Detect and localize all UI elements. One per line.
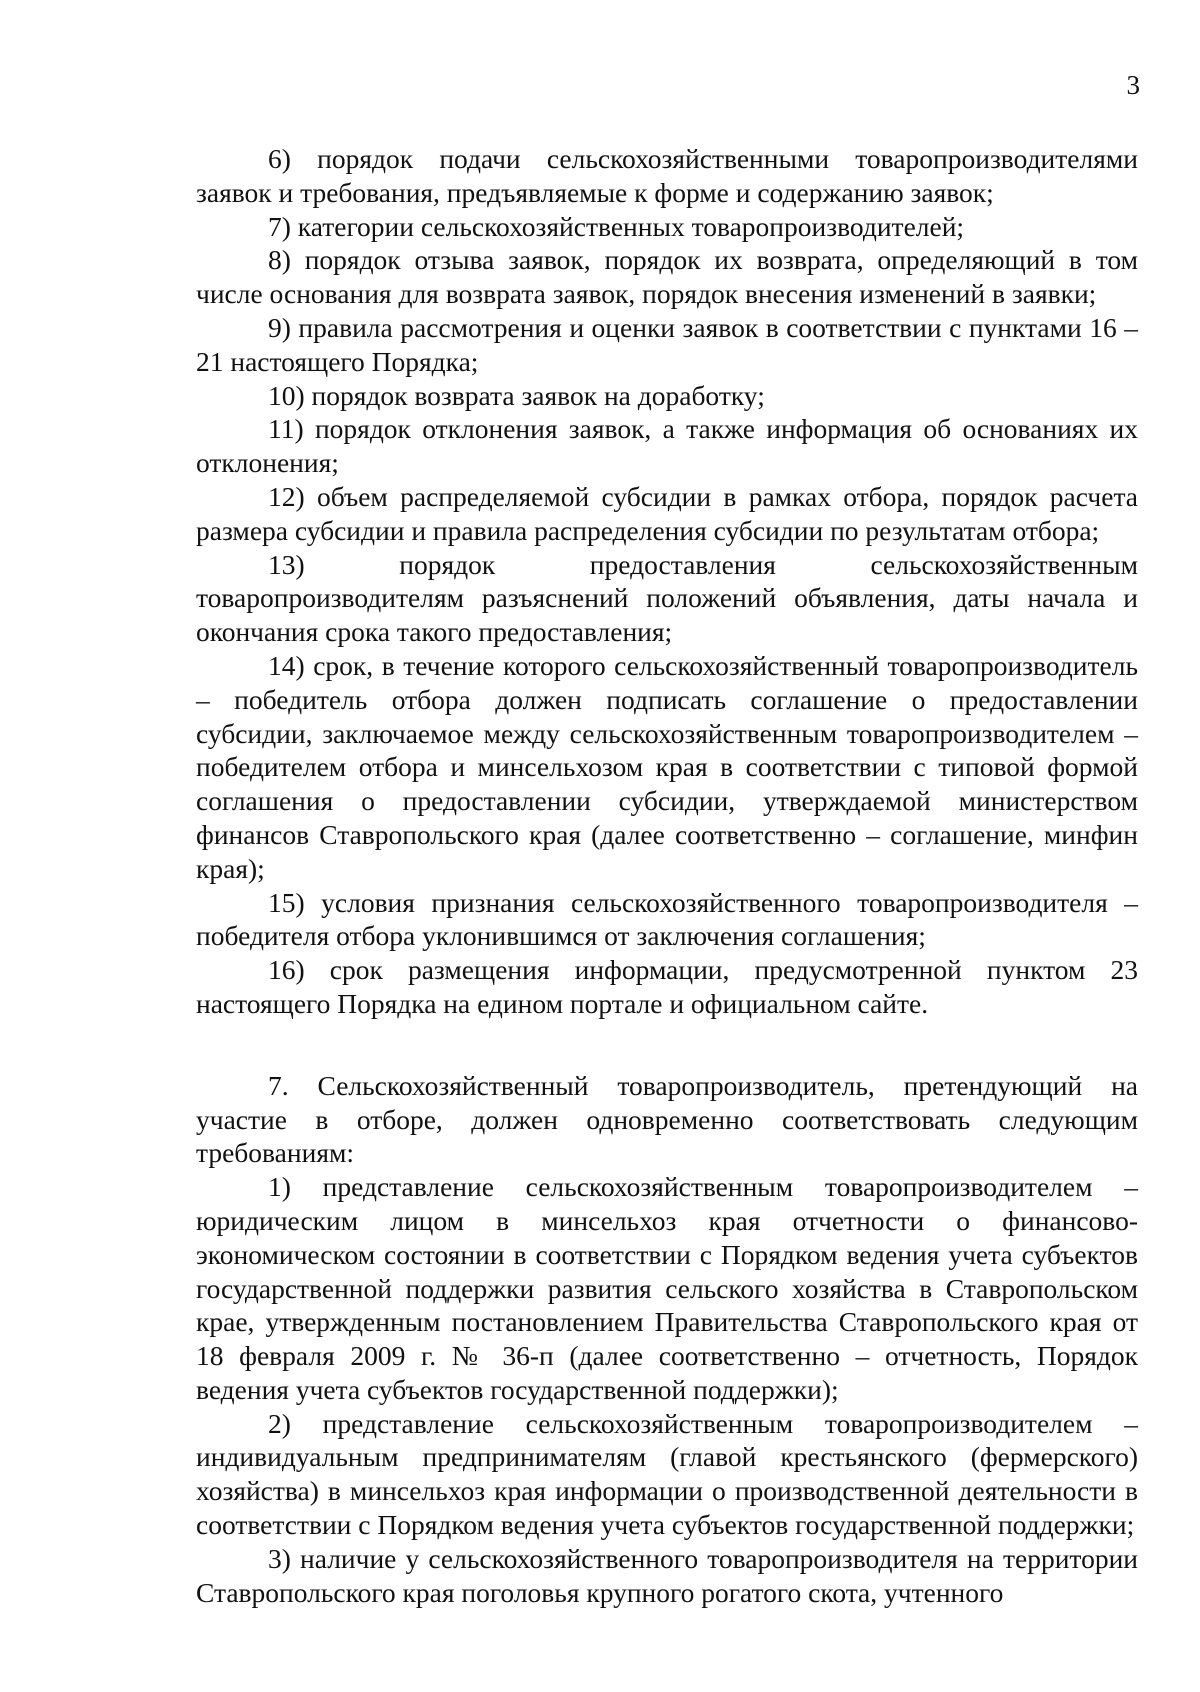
list-item-12: 12) объем распределяемой субсидии в рамках отбора, порядок расчета размера субсидии и правила распределения субсидии по результатам отбора; bbox=[196, 480, 1138, 546]
section-7-paragraph: 7. Сельскохозяйственный товаропроизводитель, претендующий на участие в отборе, должен одновременно соответствовать следующим требованиям: bbox=[196, 1069, 1138, 1169]
list-item-10: 10) порядок возврата заявок на доработку; bbox=[268, 379, 765, 411]
list-item-16: 16) срок размещения информации, предусмотренной пунктом 23 настоящего Порядка на едином портале и официальном сайте. bbox=[196, 954, 1138, 1019]
list-item-11: 11) порядок отклонения заявок, а также информация об основаниях их отклонения; bbox=[196, 413, 1138, 479]
requirement-item-2: 2) представление сельскохозяйственным товаропроизводителем – индивидуальным предпринимателям (главой крестьянского (фермерского) хозяйства) в минсельхоз края информации о производственной деятельности в соответствии с Порядком ведения учета субъектов государственной поддержки; bbox=[196, 1407, 1138, 1541]
list-item-14: 14) срок, в течение которого сельскохозяйственный товаропроизводитель – победитель отбора должен подписать соглашение о предоставлении субсидии, заключаемое между сельскохозяйственным товаропроизводителем – победителем отбора и минсельхозом края в соответствии с типовой формой соглашения о предоставлении субсидии, утверждаемой министерством финансов Ставропольского края (далее соответственно – соглашение, минфин края); bbox=[196, 649, 1138, 884]
requirement-item-3: 3) наличие у сельскохозяйственного товаропроизводителя на территории Ставропольского края поголовья крупного рогатого скота, учтенного bbox=[196, 1542, 1138, 1608]
list-item-15: 15) условия признания сельскохозяйственного товаропроизводителя – победителя отбора уклонившимся от заключения соглашения; bbox=[196, 886, 1138, 952]
list-item-13: 13) порядок предоставления сельскохозяйственным товаропроизводителям разъяснений положений объявления, даты начала и окончания срока такого предоставления; bbox=[196, 548, 1138, 648]
list-item-9: 9) правила рассмотрения и оценки заявок в соответствии с пунктами 16 – 21 настоящего Порядка; bbox=[196, 311, 1138, 377]
requirement-item-1: 1) представление сельскохозяйственным товаропроизводителем – юридическим лицом в минсельхоз края отчетности о финансово-экономическом состоянии в соответствии с Порядком ведения учета субъектов государственной поддержки развития сельского хозяйства в Ставропольском крае, утвержденным постановлением Правительства Ставропольского края от 18 февраля 2009 г. № 36-п (далее соответственно – отчетность, Порядок ведения учета субъектов государственной поддержки); bbox=[196, 1171, 1138, 1405]
list-item-7: 7) категории сельскохозяйственных товаропроизводителей; bbox=[268, 210, 965, 242]
page-number: 3 bbox=[1126, 70, 1140, 100]
list-item-6: 6) порядок подачи сельскохозяйственными товаропроизводителями заявок и требования, предъявляемые к форме и содержанию заявок; bbox=[196, 143, 1138, 208]
document-body bbox=[196, 142, 1138, 1609]
list-item-8: 8) порядок отзыва заявок, порядок их возврата, определяющий в том числе основания для возврата заявок, порядок внесения изменений в заявки; bbox=[196, 244, 1138, 310]
